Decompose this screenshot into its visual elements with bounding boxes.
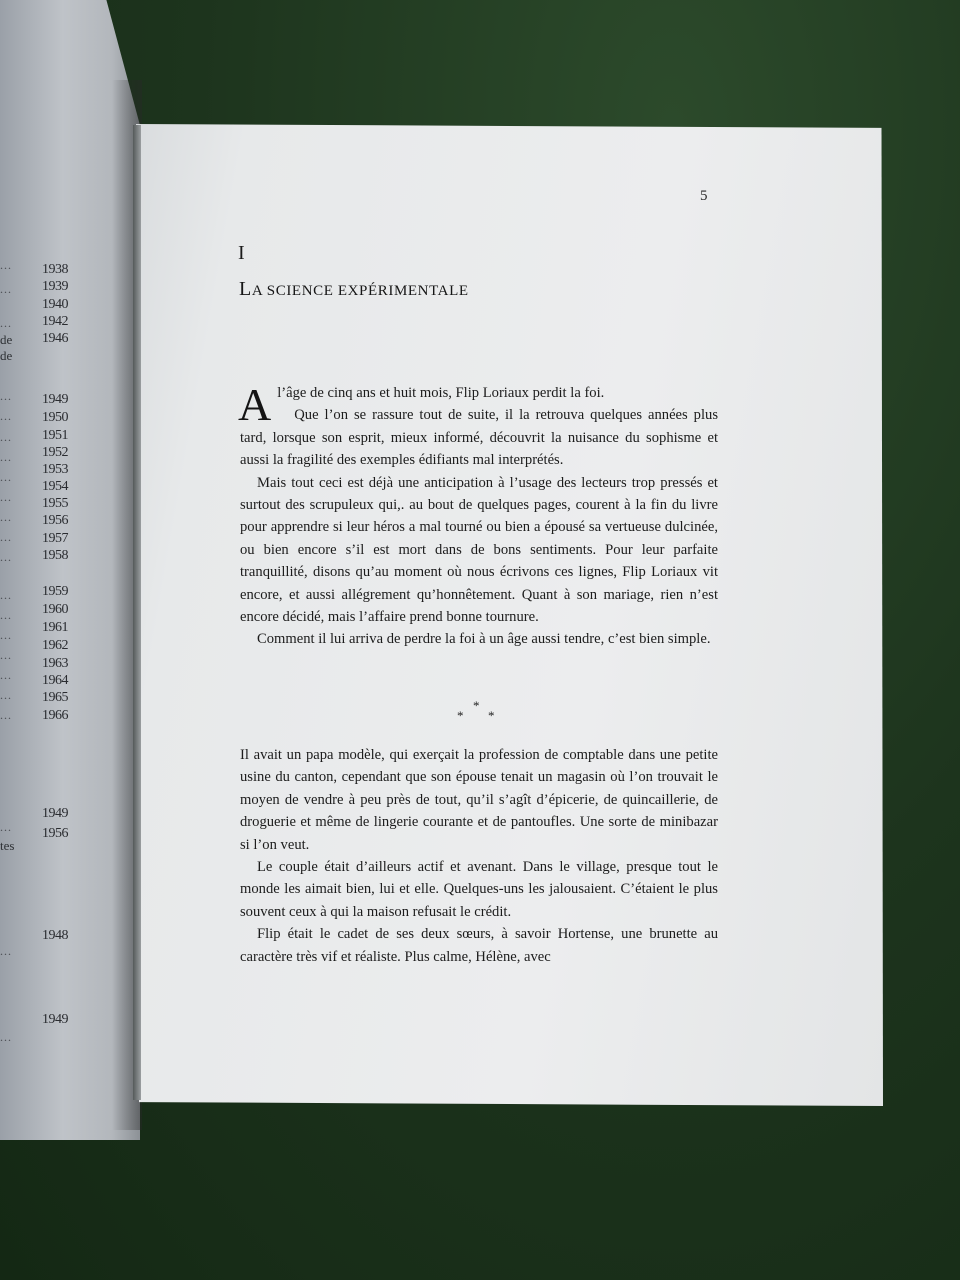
asterism (455, 698, 499, 724)
asterisk: * (488, 708, 495, 723)
leader-dots: ... (0, 510, 12, 524)
leader-dots: ... (0, 409, 12, 423)
paragraph: Flip était le cadet de ses deux sœurs, à savoir Hortense, une brunette au caractère très vif et réaliste. Plus calme, Hélène, avec (240, 926, 718, 965)
toc-year: 1958 (42, 548, 68, 563)
leader-dots: ... (0, 708, 12, 722)
toc-year: 1948 (42, 928, 68, 943)
chapter-title-rest: A SCIENCE EXPÉRIMENTALE (251, 283, 469, 299)
chapter-title (239, 278, 469, 301)
toc-year: 1949 (42, 1012, 68, 1027)
book-gutter (133, 125, 141, 1100)
leader-dots: ... (0, 282, 12, 296)
toc-fragment: de (0, 332, 13, 347)
leader-dots: ... (0, 628, 12, 642)
leader-dots: ... (0, 944, 12, 958)
paragraph-text: l’âge de cinq ans et huit mois, Flip Loriaux perdit la foi. (277, 385, 605, 401)
leader-dots: ... (0, 490, 12, 504)
toc-year: 1965 (42, 690, 68, 705)
toc-year: 1956 (42, 513, 68, 528)
toc-year: 1939 (42, 279, 68, 294)
toc-fragment: de (0, 348, 13, 363)
toc-year: 1954 (42, 479, 68, 494)
leader-dots: ... (0, 389, 12, 403)
toc-year: 1946 (42, 331, 68, 346)
toc-year: 1964 (42, 673, 68, 688)
toc-fragment: tes (0, 838, 15, 853)
leader-dots: ... (0, 470, 12, 484)
leader-dots: ... (0, 530, 12, 544)
leader-dots: ... (0, 1030, 12, 1044)
leader-dots: ... (0, 608, 12, 622)
chapter-title-initial: L (239, 278, 252, 300)
toc-year: 1962 (42, 638, 68, 653)
toc-year: 1949 (42, 806, 68, 821)
leader-dots: ... (0, 668, 12, 682)
leader-dots: ... (0, 550, 12, 564)
toc-year: 1957 (42, 531, 68, 546)
toc-year: 1961 (42, 620, 68, 635)
leader-dots: ... (0, 648, 12, 662)
paragraph: Mais tout ceci est déjà une anticipation à l’usage des lecteurs trop pressés et surtout des scrupuleux qui,. au bout de quelques pages, courent à la fin du livre pour apprendre si leur héros a mal tourné ou bien a épousé sa vertueuse dulcinée, ou bien encore s’il est mort dans de bons sentiments. Pour leur parfaite tranquillité, disons qu’au moment où nous écrivons ces lignes, Flip Loriaux vit encore, et aussi allégrement qu’honnêtement. Quant à son mariage, rien n’est encore décidé, mais l’affaire prend bonne tournure. (240, 474, 718, 626)
paragraph: Comment il lui arriva de perdre la foi à un âge aussi tendre, c’est bien simple. (257, 631, 711, 648)
toc-year: 1959 (42, 584, 68, 599)
toc-year: 1938 (42, 262, 68, 277)
toc-year: 1942 (42, 314, 68, 329)
leader-dots: ... (0, 588, 12, 602)
toc-year: 1952 (42, 445, 68, 460)
toc-year: 1940 (42, 297, 68, 312)
toc-year: 1949 (42, 392, 68, 407)
leader-dots: ... (0, 258, 12, 272)
leader-dots: ... (0, 316, 12, 330)
toc-year: 1955 (42, 496, 68, 511)
leader-dots: ... (0, 688, 12, 702)
section-two (240, 744, 718, 968)
drop-cap: A (238, 379, 272, 430)
leader-dots: ... (0, 430, 12, 444)
leader-dots: ... (0, 820, 12, 834)
chapter-number: I (238, 242, 245, 264)
page-number: 5 (700, 188, 708, 204)
toc-year: 1951 (42, 428, 68, 443)
paragraph: Il avait un papa modèle, qui exerçait la profession de comptable dans une petite usine du canton, cependant que son épouse tenait un magasin où l’on trouvait le moyen de vendre à peu près de tout, qu’il s’agît d’épicerie, de quincaillerie, de droguerie et même de lingerie courante et de pantoufles. Une sorte de minibazar si l’on veut. (240, 747, 718, 853)
toc-year: 1953 (42, 462, 68, 477)
asterisk: * (457, 708, 464, 723)
toc-year: 1950 (42, 410, 68, 425)
leader-dots: ... (0, 450, 12, 464)
toc-year: 1956 (42, 826, 68, 841)
paragraph: Le couple était d’ailleurs actif et avenant. Dans le village, presque tout le monde les aimait bien, lui et elle. Quelques-uns les jalousaient. C’étaient le plus souvent ceux à qui la maison refusait le crédit. (240, 859, 718, 920)
toc-year: 1960 (42, 602, 68, 617)
asterisk: * (473, 698, 480, 713)
toc-year: 1963 (42, 656, 68, 671)
section-one (238, 379, 718, 651)
toc-year: 1966 (42, 708, 68, 723)
paragraph: Que l’on se rassure tout de suite, il la retrouva quelques années plus tard, lorsque son esprit, mieux informé, découvrit la nuisance du sophisme et aussi la fragilité des exemples édifiants mal interprétés. (240, 407, 718, 469)
paragraph (238, 379, 718, 430)
